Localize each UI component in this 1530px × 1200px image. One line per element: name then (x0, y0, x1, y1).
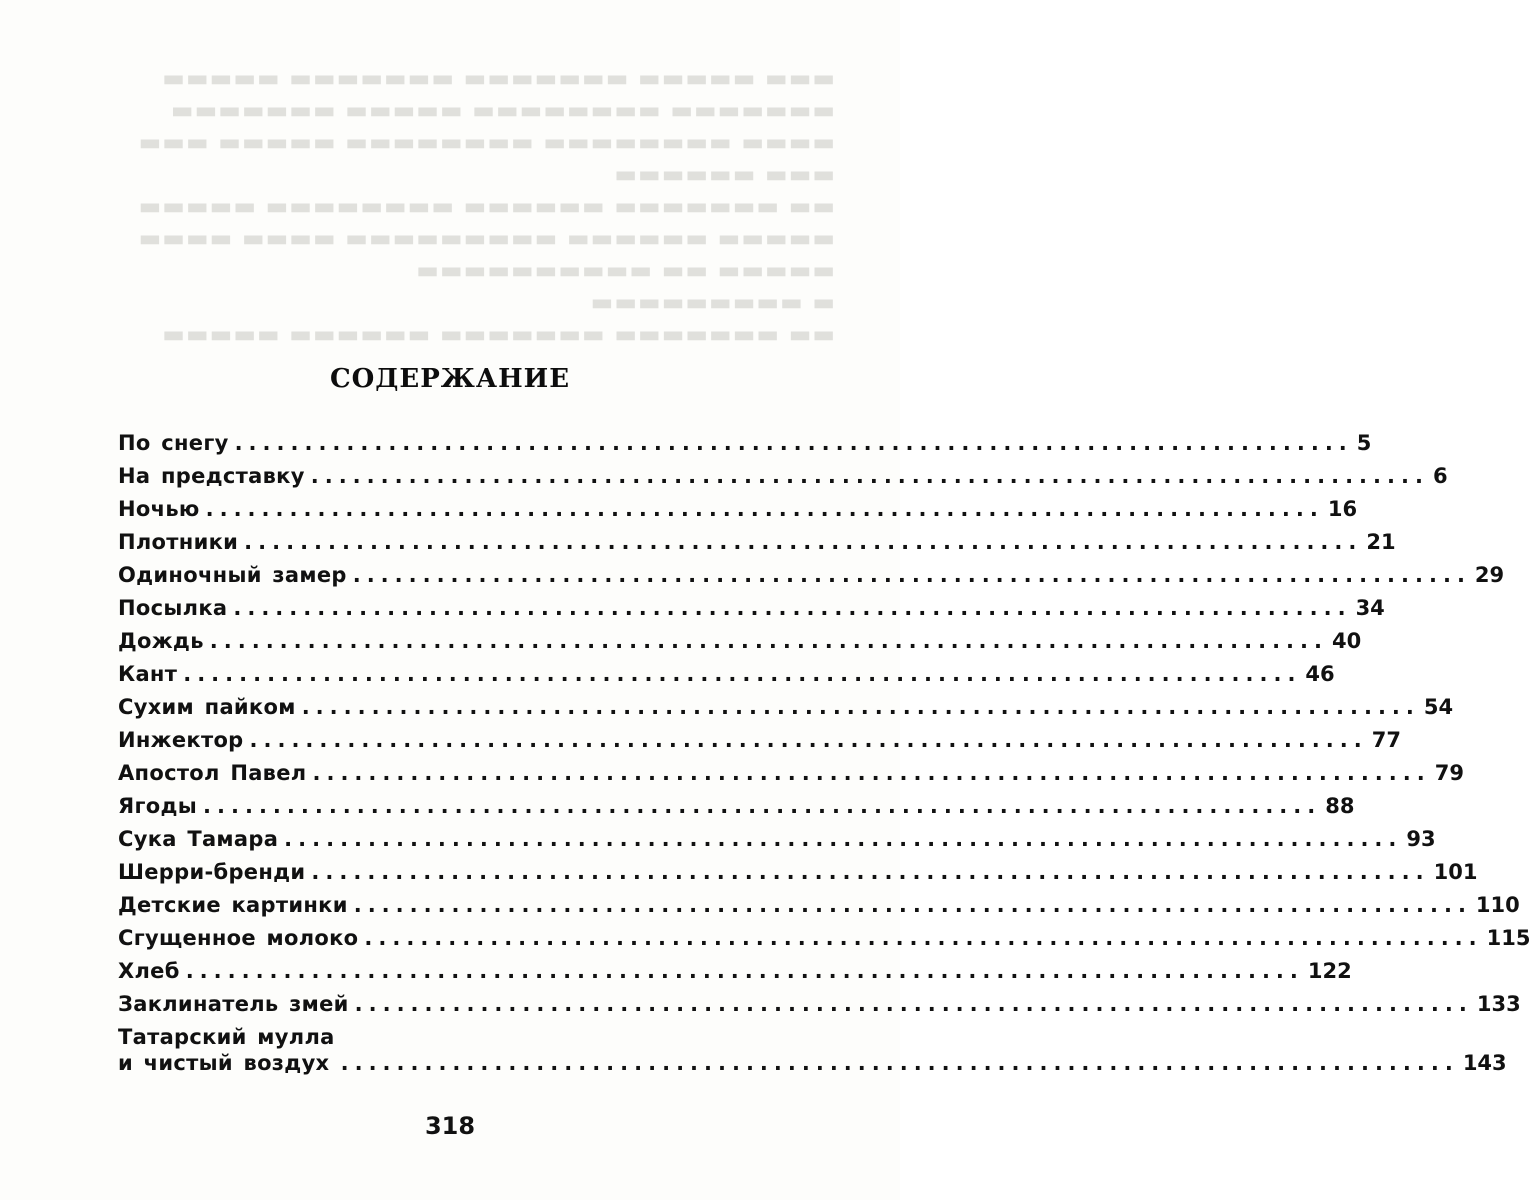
toc-entry-title: По снегу (118, 431, 229, 455)
toc-entry-title: Плотники (118, 530, 239, 554)
toc-entry-page: 46 (1305, 662, 1335, 686)
toc-entry-title: Апостол Павел (118, 761, 307, 785)
toc-entry-title: Сука Тамара (118, 827, 279, 851)
dot-leader: ................................................................................ (249, 728, 1368, 752)
toc-entry (118, 621, 1362, 654)
toc-entry-title: Ночью (118, 497, 200, 521)
toc-entry-page: 34 (1355, 596, 1385, 620)
toc-entry-page: 54 (1423, 695, 1454, 719)
dot-leader: ................................................................................ (354, 992, 1473, 1016)
dot-leader: ................................................................................ (353, 893, 1472, 917)
toc-entry-page: 143 (1462, 1051, 1507, 1075)
dot-leader: ................................................................................ (234, 431, 1353, 455)
toc-entry-title: Шерри-бренди (118, 860, 306, 884)
toc-entry (118, 885, 1520, 918)
toc-entry-title: Хлеб (118, 959, 180, 983)
toc-entry (118, 984, 1521, 1017)
dot-leader: ................................................................................ (203, 794, 1322, 818)
toc-entry-title: На представку (118, 464, 305, 488)
dot-leader: ................................................................................ (364, 926, 1483, 950)
dot-leader: ................................................................................ (311, 860, 1430, 884)
toc-entry-title: Татарский мулла и чистый воздух (118, 1025, 335, 1075)
toc-entry (118, 918, 1530, 951)
dot-leader: ................................................................................ (284, 827, 1403, 851)
toc-entry-page: 122 (1307, 959, 1352, 983)
toc-entry (118, 456, 1448, 489)
toc-entry (118, 786, 1355, 819)
toc-entry-page: 16 (1327, 497, 1358, 521)
toc-entry-page: 88 (1325, 794, 1355, 818)
dot-leader: ................................................................................ (233, 596, 1352, 620)
toc-entry (118, 654, 1335, 687)
dot-leader: ................................................................................ (244, 530, 1363, 554)
toc-entry (118, 753, 1464, 786)
toc-entry-page: 5 (1356, 431, 1372, 455)
page-number: 318 (424, 1112, 476, 1140)
toc-entry-page: 40 (1331, 629, 1362, 653)
dot-leader: ................................................................................ (310, 464, 1429, 488)
toc-entry-page: 21 (1366, 530, 1396, 554)
toc-entry-title: Кант (118, 662, 178, 686)
toc-entry-title: Посылка (118, 596, 228, 620)
dot-leader: ................................................................................ (185, 959, 1304, 983)
toc-entry-page: 93 (1406, 827, 1436, 851)
toc-entry-title: Сухим пайком (118, 695, 296, 719)
dot-leader: ................................................................................ (352, 563, 1471, 587)
toc-entry (118, 852, 1478, 885)
toc-entry-title: Детские картинки (118, 893, 348, 917)
toc-entry-title: Заклинатель змей (118, 992, 349, 1016)
toc-entry (118, 1017, 1507, 1076)
toc-entry (118, 489, 1358, 522)
toc-entry (118, 687, 1454, 720)
toc-entry-page: 6 (1432, 464, 1448, 488)
dot-leader: ................................................................................ (209, 629, 1328, 653)
toc-entry-page: 110 (1475, 893, 1520, 917)
table-of-contents (118, 423, 1530, 1076)
toc-entry-page: 77 (1371, 728, 1401, 752)
toc-entry-title: Сгущенное молоко (118, 926, 359, 950)
toc-entry-page: 101 (1433, 860, 1478, 884)
dot-leader: ................................................................................ (205, 497, 1324, 521)
toc-entry (118, 423, 1372, 456)
toc-entry-title: Ягоды (118, 794, 198, 818)
toc-entry (118, 588, 1385, 621)
toc-entry-page: 115 (1486, 926, 1530, 950)
dot-leader: ................................................................................ (312, 761, 1431, 785)
dot-leader: ................................................................................ (301, 695, 1420, 719)
toc-entry-page: 29 (1474, 563, 1505, 587)
toc-entry (118, 720, 1401, 753)
toc-entry (118, 951, 1352, 984)
bleed-through-text: ▬▬▬ ▬▬▬▬▬ ▬▬▬▬▬▬▬ ▬▬▬▬▬▬▬ ▬▬▬▬▬ ▬▬▬▬▬▬▬ ▬▬▬▬▬▬▬▬ ▬▬▬▬▬ ▬▬▬▬▬▬▬ ▬▬▬▬ ▬▬▬▬▬▬▬▬ ▬▬▬▬▬▬▬▬ ▬▬▬▬▬ ▬▬▬ ▬▬▬ ▬▬▬▬▬▬ ▬▬ ▬▬▬▬▬▬▬ ▬▬▬▬▬▬ ▬▬▬▬▬▬▬▬ ▬▬▬▬▬ ▬▬▬▬▬ ▬▬▬▬▬▬ ▬▬▬▬▬▬▬▬▬ ▬▬▬▬ ▬▬▬▬ ▬▬▬▬▬ ▬▬ ▬▬▬▬▬▬▬▬▬▬ ▬ ▬▬▬▬▬▬▬▬▬ ▬▬ ▬▬▬▬▬▬▬ ▬▬▬▬▬▬▬ ▬▬▬▬▬▬ ▬▬▬▬▬ (137, 64, 835, 348)
toc-entry-title: Дождь (118, 629, 204, 653)
dot-leader: ................................................................................ (340, 1051, 1459, 1075)
toc-entry (118, 819, 1436, 852)
table-of-contents-heading: СОДЕРЖАНИЕ (329, 364, 571, 394)
toc-entry-title: Инжектор (118, 728, 244, 752)
toc-entry-page: 133 (1476, 992, 1521, 1016)
toc-entry-title: Одиночный замер (118, 563, 347, 587)
toc-entry-page: 79 (1434, 761, 1464, 785)
toc-entry (118, 522, 1396, 555)
dot-leader: ................................................................................ (183, 662, 1302, 686)
toc-entry (118, 555, 1505, 588)
